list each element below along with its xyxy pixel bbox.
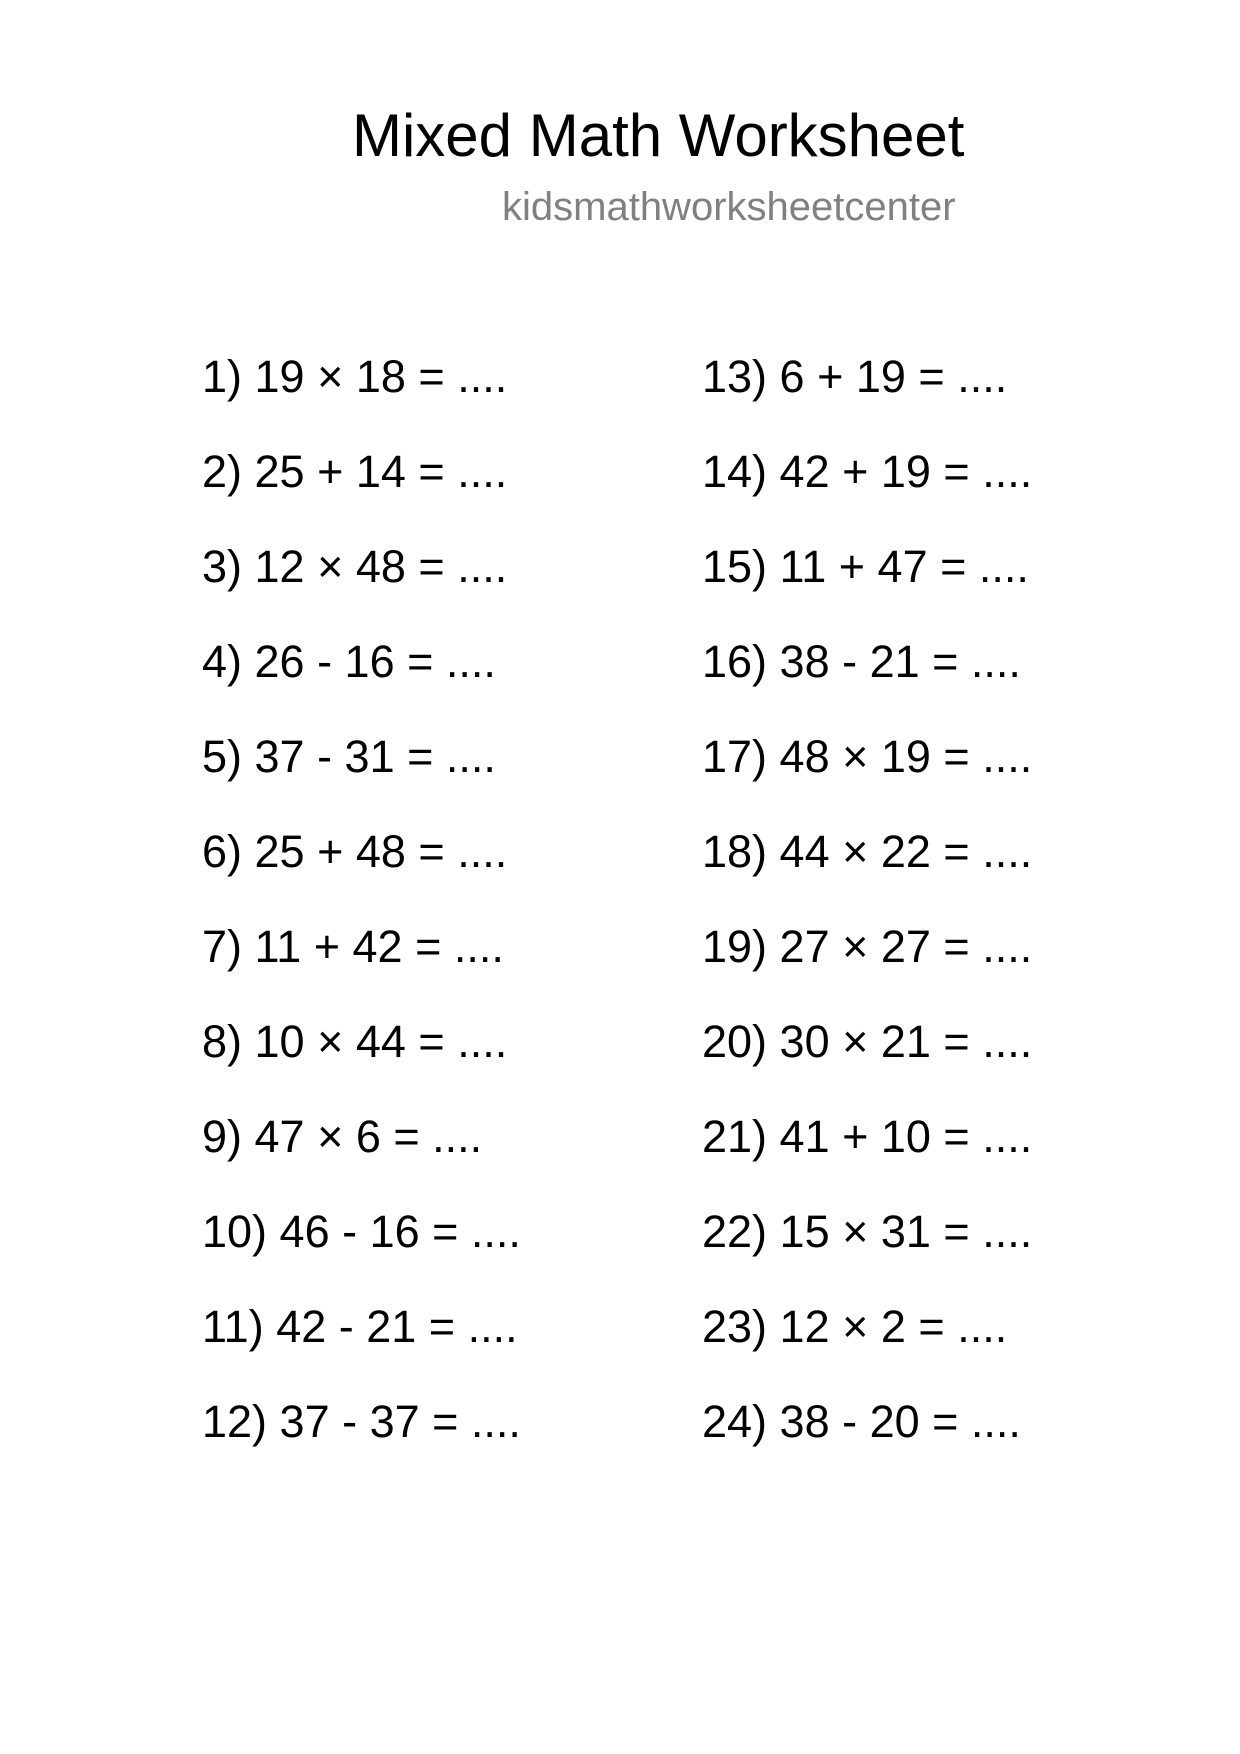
- page-title: Mixed Math Worksheet: [352, 102, 965, 169]
- problem-16: 16) 38 - 21 = ....: [702, 636, 1021, 687]
- problem-12: 12) 37 - 37 = ....: [202, 1396, 521, 1447]
- problem-24: 24) 38 - 20 = ....: [702, 1396, 1021, 1447]
- problem-1: 1) 19 × 18 = ....: [202, 351, 508, 402]
- problem-column-left: [202, 350, 521, 1490]
- problem-4: 4) 26 - 16 = ....: [202, 636, 496, 687]
- problem-21: 21) 41 + 10 = ....: [702, 1111, 1033, 1162]
- problem-20: 20) 30 × 21 = ....: [702, 1016, 1033, 1067]
- problem-13: 13) 6 + 19 = ....: [702, 351, 1008, 402]
- problem-column-right: [702, 350, 1032, 1490]
- problem-5: 5) 37 - 31 = ....: [202, 731, 496, 782]
- problem-19: 19) 27 × 27 = ....: [702, 921, 1033, 972]
- problem-7: 7) 11 + 42 = ....: [202, 921, 504, 972]
- problem-11: 11) 42 - 21 = ....: [202, 1301, 518, 1352]
- problem-22: 22) 15 × 31 = ....: [702, 1206, 1033, 1257]
- problem-23: 23) 12 × 2 = ....: [702, 1301, 1008, 1352]
- page-subtitle: kidsmathworksheetcenter: [502, 185, 956, 229]
- problem-10: 10) 46 - 16 = ....: [202, 1206, 521, 1257]
- problem-17: 17) 48 × 19 = ....: [702, 731, 1033, 782]
- problem-18: 18) 44 × 22 = ....: [702, 826, 1033, 877]
- problem-3: 3) 12 × 48 = ....: [202, 541, 508, 592]
- problem-9: 9) 47 × 6 = ....: [202, 1111, 483, 1162]
- problem-2: 2) 25 + 14 = ....: [202, 446, 508, 497]
- problem-14: 14) 42 + 19 = ....: [702, 446, 1033, 497]
- problem-6: 6) 25 + 48 = ....: [202, 826, 508, 877]
- problem-15: 15) 11 + 47 = ....: [702, 541, 1029, 592]
- problem-8: 8) 10 × 44 = ....: [202, 1016, 508, 1067]
